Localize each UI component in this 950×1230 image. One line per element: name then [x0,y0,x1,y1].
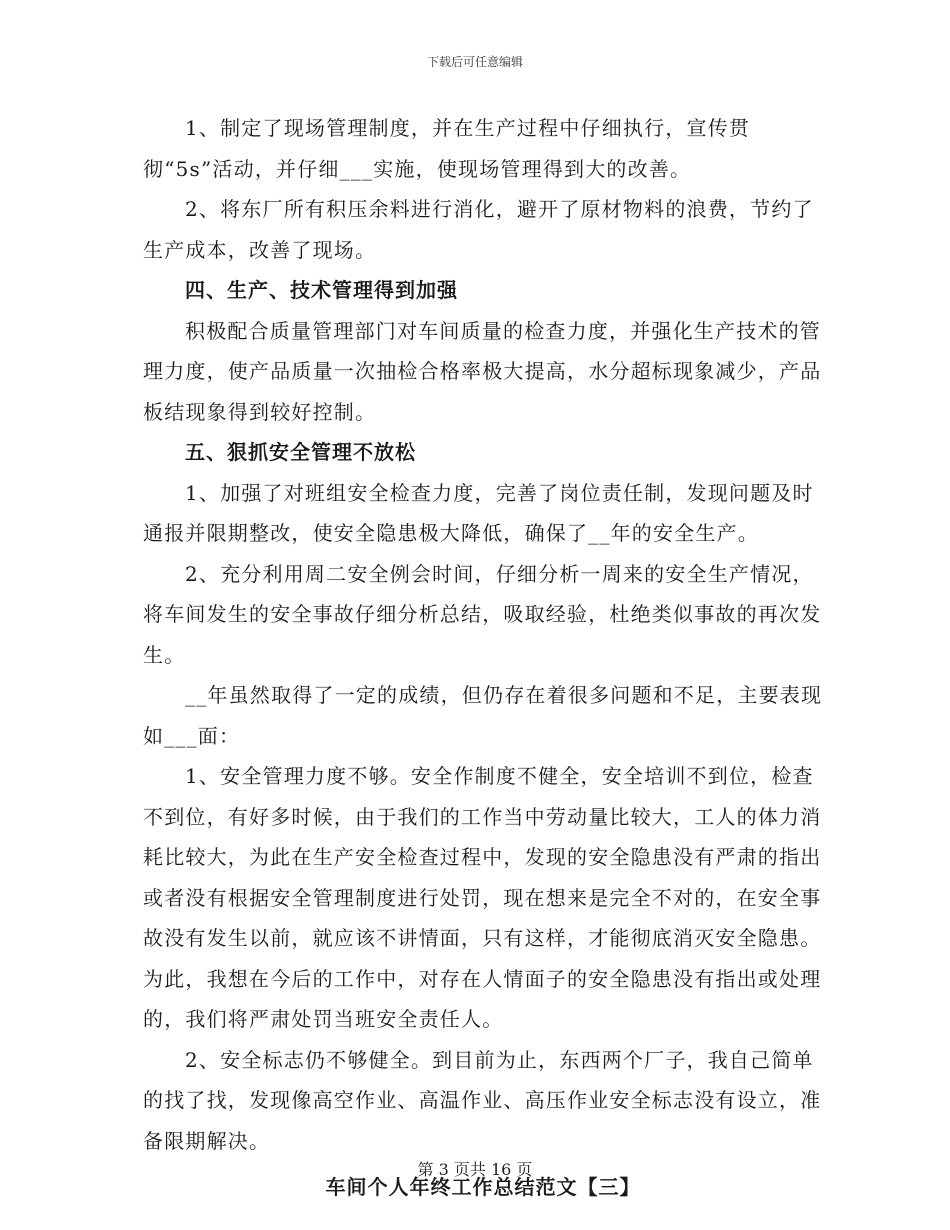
paragraph-safety-inspection: 1、加强了对班组安全检查力度，完善了岗位责任制，发现问题及时通报并限期整改，使安全隐患极大降低，确保了__年的安全生产。 [143,480,814,545]
paragraph-quality-control: 积极配合质量管理部门对车间质量的检查力度，并强化生产技术的管理力度，使产品质量一次抽检合格率极大提高，水分超标现象减少，产品板结现象得到较好控制。 [143,318,822,424]
page-number: 第 3 页共 16 页 [417,1160,533,1179]
paragraph-shortcomings-intro: __年虽然取得了一定的成绩，但仍存在着很多问题和不足，主要表现如___面： [143,683,823,748]
heading-safety-management: 五、狠抓安全管理不放松 [185,440,416,464]
paragraph-site-management: 1、制定了现场管理制度，并在生产过程中仔细执行，宣传贯彻“5s”活动，并仔细___实施，使现场管理得到大的改善。 [143,116,751,181]
heading-production-technology: 四、生产、技术管理得到加强 [185,278,458,302]
paragraph-safety-meeting: 2、充分利用周二安全例会时间，仔细分析一周来的安全生产情况，将车间发生的安全事故仔细分析总结，吸取经验，杜绝类似事故的再次发生。 [143,561,822,667]
section-title: 车间个人年终工作总结范文【三】 [325,1175,641,1199]
header-note: 下载后可任意编辑 [426,55,523,69]
paragraph-shortcoming-signage: 2、安全标志仍不够健全。到目前为止，东西两个厂子，我自己简单的找了找，发现像高空作业、高温作业、高压作业安全标志没有设立，准备限期解决。 [143,1047,822,1153]
paragraph-surplus-materials: 2、将东厂所有积压余料进行消化，避开了原材物料的浪费，节约了生产成本，改善了现场。 [143,197,814,262]
paragraph-shortcoming-management: 1、安全管理力度不够。安全作制度不健全，安全培训不到位，检查不到位，有好多时候，由于我们的工作当中劳动量比较大，工人的体力消耗比较大，为此在生产安全检查过程中，发现的安全隐患没有严肃的指出或者没有根据安全管理制度进行处罚，现在想来是完全不对的，在安全事故没有发生以前，就应该不讲情面，只有这样，才能彻底消灭安全隐患。为此，我想在今后的工作中，对存在人情面子的安全隐患没有指出或处理的，我们将严肃处罚当班安全责任人。 [143,764,822,1031]
document-body [143,108,823,1208]
